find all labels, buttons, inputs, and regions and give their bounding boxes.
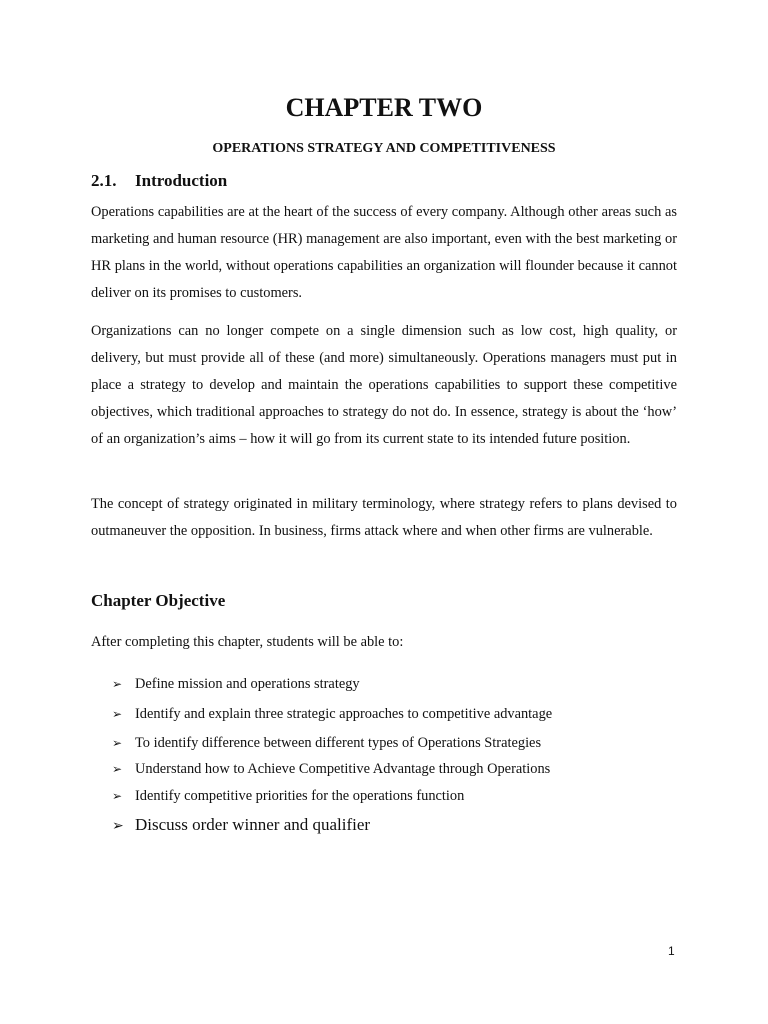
- objectives-intro: After completing this chapter, students will be able to:: [91, 634, 404, 650]
- objective-text: Identify and explain three strategic approaches to competitive advantage: [135, 706, 553, 722]
- objective-item: [112, 674, 360, 694]
- arrow-bullet-icon: ➢: [112, 789, 123, 803]
- intro-paragraph-1: Operations capabilities are at the heart of the success of every company. Although other areas such as marketing and human resource (HR) management are also important, even with the best marketing or HR plans in the world, without operations capabilities an organization will flounder because it cannot deliver on its promises to customers.: [91, 204, 677, 301]
- objective-item: [112, 814, 370, 837]
- section-heading: [91, 170, 227, 192]
- intro-paragraph-2: Organizations can no longer compete on a single dimension such as low cost, high quality, or delivery, but must provide all of these (and more) simultaneously. Operations managers must put in place a strategy to develop and maintain the operations capabilities to support these competitive objectives, which traditional approaches to strategy do not do. In essence, strategy is about the ‘how’ of an organization’s aims – how it will go from its current state to its intended future position.: [91, 323, 677, 447]
- objectives-heading: Chapter Objective: [91, 591, 226, 610]
- arrow-bullet-icon: ➢: [112, 736, 123, 750]
- arrow-bullet-icon: ➢: [112, 762, 123, 776]
- objective-text: Identify competitive priorities for the operations function: [135, 788, 465, 804]
- chapter-subtitle: OPERATIONS STRATEGY AND COMPETITIVENESS: [212, 141, 556, 156]
- page-number: 1: [668, 944, 675, 958]
- section-number: 2.1.: [91, 171, 117, 190]
- objective-text: Define mission and operations strategy: [135, 676, 360, 692]
- objective-item: [112, 786, 464, 806]
- section-title: Introduction: [135, 171, 228, 190]
- objective-item: [112, 704, 552, 724]
- arrow-bullet-icon: ➢: [112, 677, 123, 691]
- objective-item: [112, 759, 550, 779]
- arrow-bullet-icon: ➢: [112, 818, 124, 834]
- objective-text: Understand how to Achieve Competitive Advantage through Operations: [135, 761, 551, 777]
- objective-text: Discuss order winner and qualifier: [135, 815, 371, 834]
- objective-item: [112, 733, 541, 753]
- arrow-bullet-icon: ➢: [112, 707, 123, 721]
- intro-paragraph-3: The concept of strategy originated in military terminology, where strategy refers to plans devised to outmaneuver the opposition. In business, firms attack where and when other firms are vulnerable.: [91, 496, 677, 539]
- chapter-title: CHAPTER TWO: [285, 93, 483, 122]
- objective-text: To identify difference between different types of Operations Strategies: [135, 735, 542, 751]
